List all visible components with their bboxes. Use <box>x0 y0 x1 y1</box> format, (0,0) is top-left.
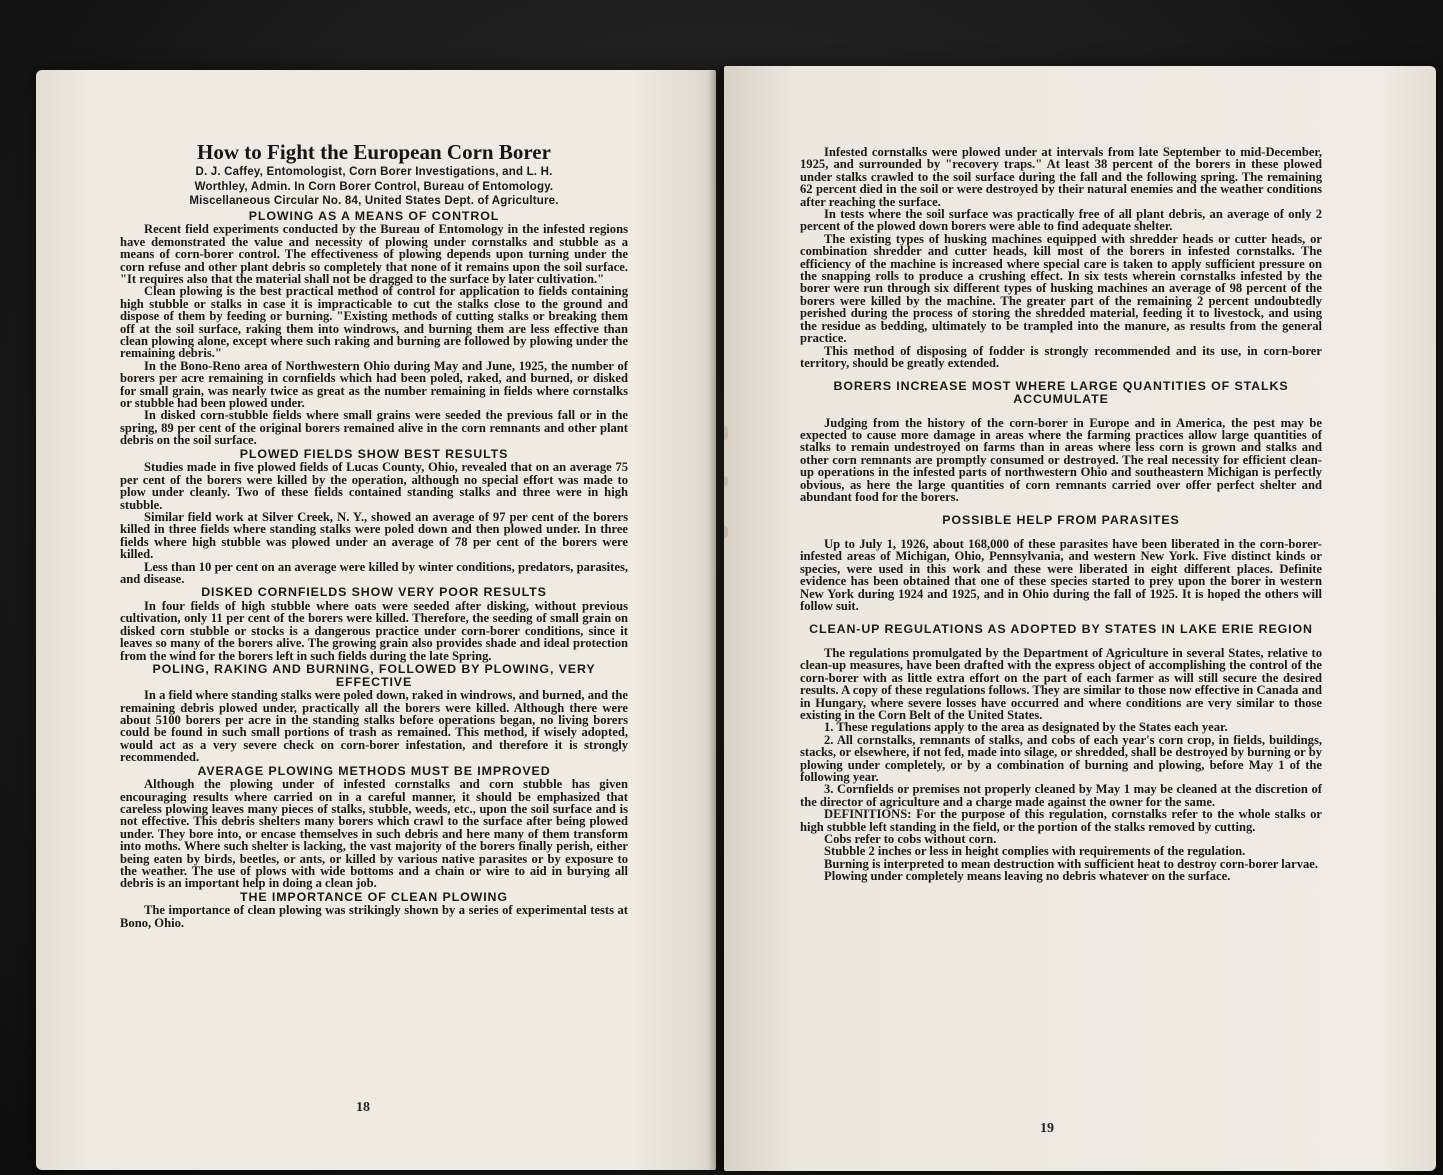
paragraph: DEFINITIONS: For the purpose of this regulation, cornstalks refer to the whole stalks or high stubble left standing in the field, or the portion of the stalks removed by cutting. <box>800 807 1322 834</box>
binding-mark <box>724 526 728 538</box>
paragraph: Up to July 1, 1926, about 168,000 of these parasites have been liberated in the corn-borer-infested areas of Michigan, Ohio, Pennsylvania, and western New York. Five distinct kinds or species, were used in this work and these were liberated in eight different places. Definite evidence has been obtained that one of these species started to prey upon the borer in western New York during 1924 and 1925, and in Ohio during the fall of 1925. It is hoped the others will follow suit. <box>800 536 1322 613</box>
section-heading: POSSIBLE HELP FROM PARASITES <box>942 513 1180 528</box>
section-heading: PLOWING AS A MEANS OF CONTROL <box>248 208 500 223</box>
paragraph: In disked corn-stubble fields where small grains were seeded the previous fall or in the spring, 89 per cent of the original borers remained alive in the corn remnants and other plant debris on the soil surface. <box>120 408 628 448</box>
paragraph: 1. These regulations apply to the area as designated by the States each year. <box>824 720 1228 735</box>
left-column <box>120 140 628 929</box>
binding-mark <box>724 426 728 440</box>
paragraph: Burning is interpreted to mean destruction with sufficient heat to destroy corn-borer larvae. <box>824 856 1319 871</box>
section-heading: THE IMPORTANCE OF CLEAN PLOWING <box>240 889 508 904</box>
binding-mark <box>724 476 728 486</box>
paragraph: In the Bono-Reno area of Northwestern Ohio during May and June, 1925, the number of borers per acre remaining in cornfields which had been poled, raked, and burned, or disked for small grain, was nearly twice as great as the number remaining in fields where cornstalks or stubble had been plowed under. <box>120 358 628 411</box>
paragraph: Recent field experiments conducted by the Bureau of Entomology in the infested regions have demonstrated the value and necessity of plowing under cornstalks and stubble as a means of corn-borer control. The effectiveness of plowing depends upon turning under the corn refuse and other plant debris so completely that none of it remains upon the soil surface. "It requires also that the material shall not be dragged to the surface by later cultivation." <box>120 222 628 286</box>
paragraph: In tests where the soil surface was practically free of all plant debris, an average of only 2 percent of the plowed down borers were able to find adequate shelter. <box>800 207 1322 234</box>
paragraph: This method of disposing of fodder is strongly recommended and its use, in corn-borer territory, should be greatly extended. <box>800 343 1322 370</box>
byline-line: Miscellaneous Circular No. 84, United States Dept. of Agriculture. <box>189 195 559 208</box>
paragraph: Cobs refer to cobs without corn. <box>824 832 997 847</box>
article-title: How to Fight the European Corn Borer <box>197 140 551 164</box>
section-heading: BORERS INCREASE MOST WHERE LARGE QUANTITIES OF STALKS ACCUMULATE <box>833 379 1289 406</box>
paragraph: The regulations promulgated by the Department of Agriculture in several States, relative to clean-up measures, have been drafted with the express object of accomplishing the control of the corn-borer with as little extra effort on the part of each farmer as will still secure the desired results. A copy of these regulations follows. They are similar to those now effective in Canada and in Hungary, where severe losses have occurred and where conditions are very similar to those existing in the Corn Belt of the United States. <box>800 645 1322 722</box>
paragraph: Infested cornstalks were plowed under at intervals from late September to mid-December, 1925, and surrounded by "recovery traps." At least 38 percent of the borers in these plowed under stalks crawled to the soil surface during the fall and the following spring. The remaining 62 percent died in the soil or were destroyed by their natural enemies and the weather conditions after reaching the surface. <box>800 145 1322 209</box>
section-heading: PLOWED FIELDS SHOW BEST RESULTS <box>239 446 509 461</box>
paragraph: In four fields of high stubble where oats were seeded after disking, without previous cultivation, only 11 per cent of the borers were killed. Therefore, the seeding of small grain on disked corn stubble or stocks is a dangerous practice under corn-borer conditions, since it leaves so many of the borers alive. The growing grain also provides shade and ideal protection from the wind for the borers left in such fields during the late Spring. <box>120 598 628 663</box>
paragraph: Stubble 2 inches or less in height complies with requirements of the regulation. <box>824 844 1246 859</box>
paragraph: The existing types of husking machines equipped with shredder heads or cutter heads, or combination shredder and cutter heads, kill most of the borers in infested cornstalks. The efficiency of the machine is increased where special care is taken to apply sufficient pressure on the snapping rolls to produce a crushing effect. In six tests wherein cornstalks infested by the borer were run through six different types of husking machines an average of 98 percent of the borers were killed by the machine. The greater part of the remaining 2 percent undoubtedly perished during the process of storing the shredded material, feeding it to livestock, and using the residue as bedding, ultimately to be trampled into the manure, as results from the general practice. <box>800 231 1322 346</box>
section-heading: AVERAGE PLOWING METHODS MUST BE IMPROVED <box>197 763 551 778</box>
section-heading: CLEAN-UP REGULATIONS AS ADOPTED BY STATES IN LAKE ERIE REGION <box>809 622 1313 637</box>
right-column <box>800 146 1322 883</box>
paragraph: Clean plowing is the best practical method of control for application to fields containing high stubble or stalks in case it is impracticable to cut the stalks close to the ground and dispose of them by feeding or burning. "Existing methods of cutting stalks or breaking them off at the soil surface, raking them into windrows, and burning them are less effective than clean plowing alone, except where such raking and burning are followed by plowing under the remaining debris." <box>120 284 628 361</box>
paragraph: Studies made in five plowed fields of Lucas County, Ohio, revealed that on an average 75 per cent of the borers were killed by the operation, although no special effort was made to plow under cleanly. Two of these fields contained standing stalks and three were in high stubble. <box>120 460 628 512</box>
page-number: 18 <box>356 1100 370 1115</box>
paragraph: Less than 10 per cent on an average were killed by winter conditions, predators, parasites, and disease. <box>120 559 628 586</box>
paragraph: Similar field work at Silver Creek, N. Y., showed an average of 97 per cent of the borers killed in three fields where standing stalks were poled down and then plowed under. In three fields where high stubble was plowed under an average of 78 per cent of the borers were killed. <box>120 509 628 562</box>
right-page <box>724 66 1436 1171</box>
paragraph: The importance of clean plowing was strikingly shown by a series of experimental tests at Bono, Ohio. <box>120 903 628 930</box>
paragraph: Plowing under completely means leaving no debris whatever on the surface. <box>824 869 1231 884</box>
paragraph: Judging from the history of the corn-borer in Europe and in America, the pest may be expected to cause more damage in areas where the farming practices allow large quantities of stalks to remain undestroyed on farms than in areas where less corn is grown and stalks and other corn remnants are promptly consumed or destroyed. The real necessity for efficient clean-up operations in the infested parts of northwestern Ohio and southeastern Michigan is perfectly obvious, as here the large quantities of corn remnants carried over offer perfect shelter and abundant food for the borers. <box>800 415 1322 504</box>
paragraph: In a field where standing stalks were poled down, raked in windrows, and burned, and the remaining debris plowed under, practically all the borers were killed. Although there were about 5100 borers per acre in the standing stalks before operations began, no living borers could be found in such small portions of trash as remained. This method, if wisely adopted, would act as a very severe check on corn-borer infestation, and therefore it is strongly recommended. <box>120 688 628 765</box>
byline-line: D. J. Caffey, Entomologist, Corn Borer Investigations, and L. H. <box>195 166 553 178</box>
paragraph: Although the plowing under of infested cornstalks and corn stubble has given encouraging results where carried on in a careful manner, it should be emphasized that careless plowing leaves many pieces of stalks, stubble, weeds, etc., upon the soil surface and is not effective. This debris shelters many borers which crawl to the surface after being plowed under. They bore into, or encase themselves in such debris and here many of them transform into moths. Where such shelter is lacking, the vast majority of the borers finally perish, either being eaten by birds, beetles, or ants, or killed by various native parasites or by exposure to the weather. The use of plows with wide bottoms and a chain or wire to aid in burying all debris is an important help in doing a clean job. <box>120 777 628 891</box>
left-page <box>36 70 716 1170</box>
byline-line: Worthley, Admin. In Corn Borer Control, Bureau of Entomology. <box>194 180 554 193</box>
paragraph: 2. All cornstalks, remnants of stalks, and cobs of each year's corn crop, in fields, buildings, stacks, or elsewhere, if not fed, made into silage, or shredded, shall be destroyed by burning or by plowing under completely, or by a combination of burning and plowing, before May 1 of the following year. <box>800 732 1322 785</box>
paragraph: 3. Cornfields or premises not properly cleaned by May 1 may be cleaned at the discretion of the director of agriculture and a charge made against the owner for the same. <box>800 782 1322 809</box>
section-heading: POLING, RAKING AND BURNING, FOLLOWED BY PLOWING, VERY EFFECTIVE <box>152 661 596 689</box>
section-heading: DISKED CORNFIELDS SHOW VERY POOR RESULTS <box>201 585 547 600</box>
page-number: 19 <box>1040 1121 1054 1136</box>
